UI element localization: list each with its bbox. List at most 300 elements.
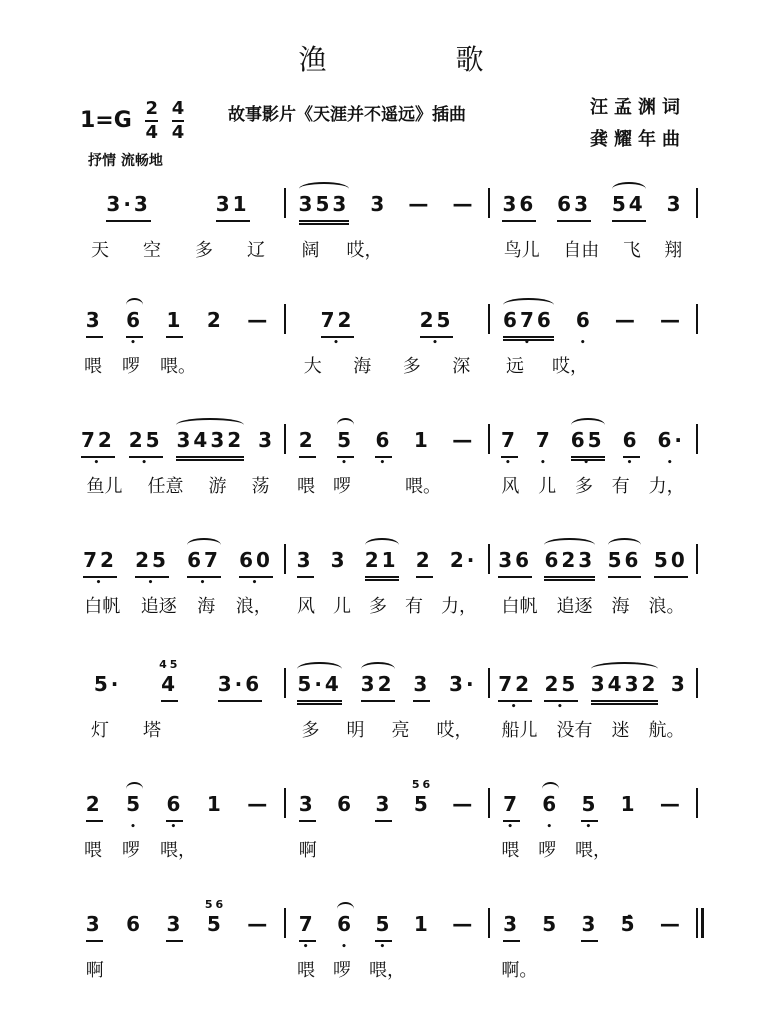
barline xyxy=(696,788,698,818)
note xyxy=(621,912,638,940)
note-digits: 4 xyxy=(161,672,178,696)
notes-row xyxy=(74,428,282,461)
barline xyxy=(696,188,698,218)
time-signature-2-4 xyxy=(145,98,158,144)
lyric: 航。 xyxy=(648,720,685,741)
lyrics-row xyxy=(74,956,282,982)
note-digits: 1 xyxy=(413,428,431,452)
note-digits: — xyxy=(659,308,683,332)
note-digits: 6 xyxy=(166,792,184,816)
note xyxy=(420,308,454,338)
ts-den: 4 xyxy=(171,122,185,143)
note-digits: 72 xyxy=(498,672,533,696)
lyric: 儿 xyxy=(538,476,557,497)
lyric xyxy=(127,956,145,982)
lyric: 喂， xyxy=(574,840,611,861)
lyric xyxy=(630,836,648,862)
note xyxy=(365,548,399,581)
note-digits: 5̂ xyxy=(620,912,638,936)
lyric: 有 xyxy=(611,476,630,497)
barline xyxy=(284,544,286,574)
barline xyxy=(696,304,698,334)
notes-row xyxy=(74,792,282,822)
barline xyxy=(696,544,698,574)
lyric xyxy=(455,236,473,262)
notes-row xyxy=(74,658,282,702)
lyric: 啰 xyxy=(333,960,351,981)
lyric: 白帆 xyxy=(84,596,121,617)
note xyxy=(542,912,559,940)
note xyxy=(544,672,578,702)
grace-note: 45 xyxy=(159,658,181,671)
measure xyxy=(288,428,486,498)
note-digits: — xyxy=(614,308,638,332)
note xyxy=(536,428,553,456)
lyric: 远 xyxy=(506,356,524,377)
lyrics-row xyxy=(74,352,282,378)
lyrics-row xyxy=(492,352,694,378)
note xyxy=(623,428,640,458)
final-barline xyxy=(696,908,704,938)
note-digits: 72 xyxy=(80,428,115,452)
note xyxy=(126,912,143,940)
note-digits: 25 xyxy=(419,308,454,332)
note xyxy=(81,428,115,458)
note xyxy=(557,192,591,222)
note-digits: 6 xyxy=(337,912,355,936)
note-digits: — xyxy=(452,792,476,816)
lyric xyxy=(630,956,648,982)
ts-num: 2 xyxy=(145,98,158,122)
lyric xyxy=(211,956,229,982)
note-digits: 50 xyxy=(653,548,688,572)
note-digits: 5· xyxy=(93,672,122,696)
lyric xyxy=(616,352,634,378)
lyric: 喂 xyxy=(297,476,315,497)
lyric xyxy=(662,352,680,378)
composer: 龚耀年曲 xyxy=(590,129,686,150)
note xyxy=(337,912,354,940)
note-digits: 3 xyxy=(298,792,316,816)
lyric: 啊 xyxy=(85,960,104,981)
note xyxy=(321,308,355,338)
lyric: 翔 xyxy=(664,240,683,261)
note xyxy=(571,428,605,461)
lyric: 追逐 xyxy=(556,596,593,617)
measure xyxy=(74,308,282,378)
grace-note: 56 xyxy=(204,898,227,911)
notes-row xyxy=(288,912,486,942)
note-digits: 676 xyxy=(503,308,554,332)
lyrics-row xyxy=(288,236,486,262)
note xyxy=(452,912,475,940)
note xyxy=(612,192,646,222)
barline xyxy=(488,788,490,818)
lyric: 迷 xyxy=(611,720,630,741)
note-digits: 3 xyxy=(296,548,314,572)
lyric xyxy=(169,956,187,982)
note xyxy=(247,308,270,336)
note-digits: 3 xyxy=(503,912,521,936)
lyrics-row xyxy=(492,472,694,498)
lyric: 喂 xyxy=(297,960,315,981)
lyric: 力， xyxy=(441,596,477,617)
barline xyxy=(284,788,286,818)
lyric: 辽 xyxy=(247,240,265,261)
note xyxy=(361,672,395,702)
lyric xyxy=(338,836,356,862)
note-digits: 5 xyxy=(542,912,560,936)
note-digits: 3 xyxy=(85,308,103,332)
note-digits: 5 xyxy=(375,912,393,936)
notes-row xyxy=(492,912,694,942)
lyric: 明 xyxy=(346,720,365,741)
note-digits: 67 xyxy=(187,548,221,572)
note-digits: 3 xyxy=(581,912,599,936)
note xyxy=(299,192,350,225)
score-line xyxy=(74,548,702,618)
note xyxy=(660,792,683,820)
lyric xyxy=(593,956,611,982)
note xyxy=(452,792,475,820)
lyrics-row xyxy=(492,592,694,618)
lyric: 鸟儿 xyxy=(503,240,540,261)
ts-den: 4 xyxy=(145,122,159,143)
note xyxy=(621,792,638,820)
note xyxy=(450,548,478,576)
lyric: 白帆 xyxy=(501,596,538,617)
note xyxy=(187,548,221,578)
note-digits: 54 xyxy=(611,192,646,216)
score-line xyxy=(74,192,702,262)
note xyxy=(608,548,642,578)
lyrics-row xyxy=(74,472,282,498)
lyric xyxy=(423,956,441,982)
note-digits: — xyxy=(247,308,271,332)
notes-row xyxy=(492,192,694,222)
note xyxy=(449,672,477,700)
note-digits: 25 xyxy=(128,428,163,452)
note-digits: — xyxy=(452,912,476,936)
note xyxy=(581,912,598,942)
lyric: 飞 xyxy=(622,240,641,261)
tempo-marking: 抒情 流畅地 xyxy=(88,153,163,169)
measure xyxy=(492,548,694,618)
note xyxy=(498,548,532,578)
note xyxy=(503,308,554,341)
note-digits: 5 xyxy=(126,792,144,816)
credits xyxy=(590,92,686,156)
measure xyxy=(74,548,282,618)
note-digits: 3 xyxy=(166,912,184,936)
lyric: 喂。 xyxy=(405,476,441,497)
note xyxy=(331,548,348,576)
note-digits: 3 xyxy=(666,192,684,216)
note xyxy=(337,792,354,820)
note xyxy=(414,912,431,940)
note-digits: — xyxy=(408,192,432,216)
barline xyxy=(284,424,286,454)
note-digits: 32 xyxy=(360,672,395,696)
note xyxy=(452,192,475,220)
note xyxy=(83,548,117,578)
score-line xyxy=(74,778,702,862)
lyrics-row xyxy=(288,472,486,498)
lyric xyxy=(459,956,477,982)
lyric: 阔 xyxy=(301,240,320,261)
lyric: 海 xyxy=(353,356,372,377)
note-digits: 60 xyxy=(239,548,273,572)
note-digits: 6 xyxy=(126,308,144,332)
measure xyxy=(288,778,486,862)
lyrics-row xyxy=(288,836,486,862)
barline xyxy=(284,304,286,334)
note-digits: 25 xyxy=(135,548,169,572)
note xyxy=(542,792,559,820)
lyric xyxy=(459,472,477,498)
note xyxy=(370,192,387,220)
note-digits: 56 xyxy=(607,548,642,572)
lyric: 没有 xyxy=(556,720,593,741)
ts-num: 4 xyxy=(172,98,185,122)
measure xyxy=(492,672,694,742)
lyric: 多 xyxy=(195,240,213,261)
note-digits: 72 xyxy=(83,548,117,572)
lyrics-row xyxy=(492,716,694,742)
note-digits: 3 xyxy=(375,792,393,816)
note-digits: 5 xyxy=(413,792,431,816)
note-digits: 2 xyxy=(206,308,224,332)
note-digits: 5 xyxy=(206,912,224,936)
note xyxy=(86,792,103,822)
measure xyxy=(492,912,694,982)
note xyxy=(207,792,224,820)
note xyxy=(126,792,143,820)
note-digits: 7 xyxy=(298,912,316,936)
notes-row xyxy=(288,778,486,822)
lyric: 哎， xyxy=(436,720,473,741)
score-line xyxy=(74,658,702,742)
note xyxy=(247,912,270,940)
lyric: 游 xyxy=(208,476,227,497)
lyrics-row xyxy=(74,236,282,262)
note-digits: 1 xyxy=(206,792,224,816)
note xyxy=(498,672,532,702)
lyric: 喂 xyxy=(501,840,520,861)
note xyxy=(94,672,122,700)
note-digits: 36 xyxy=(498,548,533,572)
barline xyxy=(488,304,490,334)
lyric xyxy=(378,836,396,862)
measure xyxy=(74,192,282,262)
lyric: 荡 xyxy=(251,476,270,497)
lyric: 风 xyxy=(501,476,520,497)
note-digits: 7 xyxy=(500,428,518,452)
lyric: 多 xyxy=(369,596,387,617)
note-digits: 6 xyxy=(622,428,640,452)
note xyxy=(591,672,659,705)
note xyxy=(258,428,275,456)
note xyxy=(544,548,595,581)
lyrics-row xyxy=(74,836,282,862)
note xyxy=(660,308,683,336)
barline xyxy=(488,908,490,938)
note-digits: — xyxy=(659,792,683,816)
note-digits: — xyxy=(247,912,271,936)
note xyxy=(657,428,685,456)
note-digits: — xyxy=(659,912,683,936)
lyric: 船儿 xyxy=(501,720,538,741)
lyric: 鱼儿 xyxy=(86,476,123,497)
notes-row xyxy=(492,548,694,581)
lyric: 多 xyxy=(402,356,421,377)
lyric xyxy=(369,472,387,498)
note-digits: 5·4 xyxy=(297,672,342,696)
note xyxy=(671,672,688,700)
note-digits: 6 xyxy=(542,792,560,816)
note xyxy=(297,672,341,705)
notes-row xyxy=(288,672,486,705)
barline xyxy=(488,188,490,218)
lyrics-row xyxy=(74,592,282,618)
note xyxy=(615,308,638,336)
notes-row xyxy=(288,308,486,338)
note-digits: 72 xyxy=(320,308,355,332)
lyric: 啰 xyxy=(122,840,140,861)
song-title: 渔 歌 xyxy=(298,43,544,76)
note-digits: 5 xyxy=(581,792,599,816)
note-digits: 6 xyxy=(375,428,393,452)
lyrics-row xyxy=(492,236,694,262)
lyric: 哎， xyxy=(346,240,383,261)
measure xyxy=(492,428,694,498)
note-digits: 3·6 xyxy=(217,672,263,696)
lyrics-row xyxy=(74,716,282,742)
lyrics-row xyxy=(492,956,694,982)
note xyxy=(129,428,163,458)
note xyxy=(660,912,683,940)
note xyxy=(218,672,262,702)
barline xyxy=(696,668,698,698)
lyric xyxy=(667,956,685,982)
key-signature xyxy=(80,98,184,144)
lyric: 多 xyxy=(301,720,320,741)
lyric: 喂， xyxy=(369,960,405,981)
lyric: 啰 xyxy=(122,356,140,377)
note xyxy=(503,912,520,942)
lyric: 浪， xyxy=(235,596,272,617)
lyric: 喂 xyxy=(84,840,102,861)
lyric: 多 xyxy=(574,476,593,497)
lyric: 啊 xyxy=(298,840,317,861)
measure xyxy=(288,548,486,618)
note-digits: 1 xyxy=(620,792,638,816)
lyric: 风 xyxy=(297,596,315,617)
measure xyxy=(288,192,486,262)
note-digits: 31 xyxy=(215,192,250,216)
lyricist: 汪孟渊词 xyxy=(590,97,686,118)
grace-note: 56 xyxy=(411,778,434,791)
lyric: 啰 xyxy=(538,840,557,861)
note-digits: 3 xyxy=(85,912,103,936)
note-digits: 1 xyxy=(413,912,431,936)
note xyxy=(159,658,181,702)
notes-row xyxy=(492,792,694,822)
note-digits: 1 xyxy=(166,308,184,332)
lyric: 啰 xyxy=(333,476,351,497)
note xyxy=(416,548,433,578)
note xyxy=(207,308,224,336)
measure xyxy=(492,192,694,262)
lyric xyxy=(216,352,234,378)
note-digits: 2 xyxy=(415,548,433,572)
note-digits: 6 xyxy=(337,792,355,816)
lyrics-row xyxy=(288,352,486,378)
notes-row xyxy=(288,428,486,458)
note xyxy=(501,428,518,458)
note-digits: 3 xyxy=(370,192,388,216)
lyric: 喂 xyxy=(84,356,102,377)
barline xyxy=(488,668,490,698)
note-digits: 3 xyxy=(330,548,348,572)
note-digits: 36 xyxy=(502,192,537,216)
note-digits: 2 xyxy=(298,428,316,452)
note xyxy=(414,428,431,456)
note xyxy=(667,192,684,220)
lyric xyxy=(252,956,270,982)
note xyxy=(375,792,392,822)
measure xyxy=(74,428,282,498)
lyric: 自由 xyxy=(563,240,600,261)
measure xyxy=(288,672,486,742)
note-digits: 21 xyxy=(364,548,399,572)
lyric: 啊。 xyxy=(501,960,538,981)
note-digits: 3432 xyxy=(590,672,659,696)
note xyxy=(297,548,314,578)
lyric xyxy=(418,836,436,862)
note-digits: 3·3 xyxy=(106,192,151,216)
time-signature-4-4 xyxy=(172,98,185,144)
lyric xyxy=(247,716,265,742)
measure xyxy=(74,658,282,742)
lyrics-row xyxy=(492,836,694,862)
note-digits: 3· xyxy=(449,672,477,696)
lyric: 力， xyxy=(648,476,685,497)
note-digits: 6· xyxy=(657,428,685,452)
note xyxy=(375,428,392,458)
note xyxy=(503,792,520,822)
lyric xyxy=(254,352,272,378)
lyric xyxy=(410,236,428,262)
measure xyxy=(288,912,486,982)
lyric: 儿 xyxy=(333,596,351,617)
barline xyxy=(284,908,286,938)
notes-row xyxy=(492,428,694,461)
lyric: 喂， xyxy=(160,840,196,861)
score-line xyxy=(74,428,702,498)
note xyxy=(166,308,183,338)
barline xyxy=(488,424,490,454)
note-digits: 6 xyxy=(575,308,593,332)
note-digits: — xyxy=(452,192,476,216)
measure xyxy=(492,792,694,862)
notes-row xyxy=(288,548,486,581)
note-digits: 65 xyxy=(570,428,605,452)
note-digits: 353 xyxy=(298,192,350,216)
note xyxy=(411,778,434,820)
lyric: 喂。 xyxy=(160,356,196,377)
note xyxy=(247,792,270,820)
